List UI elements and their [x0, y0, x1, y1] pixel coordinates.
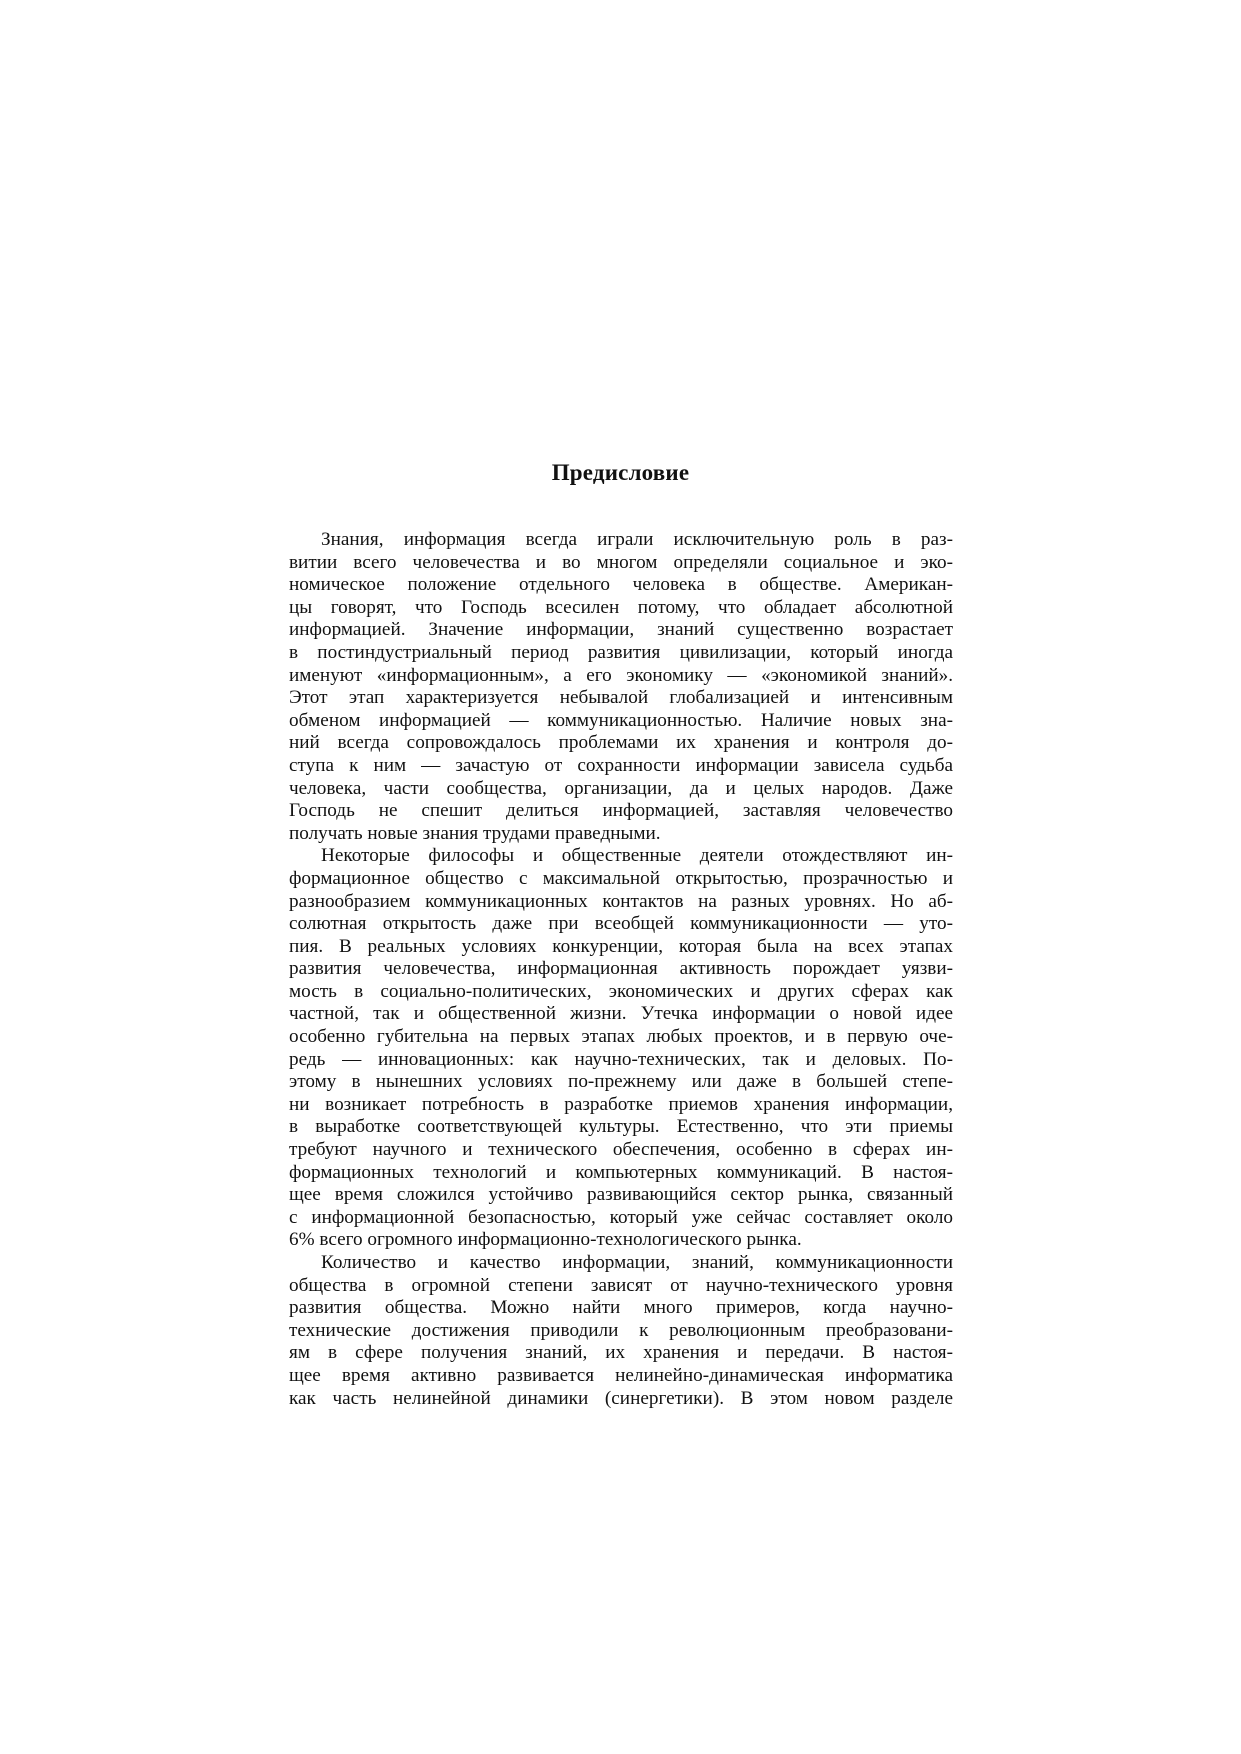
text-line: Знания, информация всегда играли исключительную роль в раз-: [321, 529, 953, 550]
text-line: развития общества. Можно найти много примеров, когда научно-: [289, 1297, 953, 1319]
text-line: в выработке соответствующей культуры. Естественно, что эти приемы: [289, 1116, 953, 1138]
text-line: как часть нелинейной динамики (синергетики). В этом новом разделе: [289, 1387, 953, 1409]
text-line: ступа к ним — зачастую от сохранности информации зависела судьба: [289, 754, 953, 776]
text-line: человека, части сообщества, организации, да и целых народов. Даже: [289, 777, 953, 799]
text-line: ям в сфере получения знаний, их хранения и передачи. В настоя-: [289, 1342, 953, 1364]
text-line: формационных технологий и компьютерных коммуникаций. В настоя-: [289, 1161, 953, 1183]
text-line: цы говорят, что Господь всесилен потому, что обладает абсолютной: [289, 596, 953, 618]
text-line: формационное общество с максимальной открытостью, прозрачностью и: [289, 867, 953, 889]
text-line: частной, так и общественной жизни. Утечка информации о новой идее: [289, 1003, 953, 1025]
text-line: Количество и качество информации, знаний, коммуникационности: [321, 1252, 953, 1273]
text-line: этому в нынешних условиях по-прежнему или даже в большей степе-: [289, 1071, 953, 1093]
body-text: [289, 529, 953, 1410]
text-line: витии всего человечества и во многом определяли социальное и эко-: [289, 551, 953, 573]
text-line: особенно губительна на первых этапах любых проектов, и в первую оче-: [289, 1026, 953, 1048]
text-line: разнообразием коммуникационных контактов на разных уровнях. Но аб-: [289, 890, 953, 912]
page-title: Предисловие: [551, 460, 690, 485]
text-line: технические достижения приводили к революционным преобразовани-: [289, 1319, 953, 1341]
text-line: получать новые знания трудами праведными.: [289, 822, 661, 844]
text-line: солютная открытость даже при всеобщей коммуникационности — уто-: [289, 913, 953, 935]
text-line: мость в социально-политических, экономических и других сферах как: [289, 980, 953, 1002]
text-line: ни возникает потребность в разработке приемов хранения информации,: [289, 1093, 953, 1115]
text-line: редь — инновационных: как научно-технических, так и деловых. По-: [289, 1048, 953, 1070]
text-line: именуют «информационным», а его экономику — «экономикой знаний».: [289, 664, 953, 686]
text-line: ний всегда сопровождалось проблемами их хранения и контроля до-: [289, 732, 953, 754]
text-line: 6% всего огромного информационно-технологического рынка.: [289, 1229, 802, 1251]
text-line: щее время сложился устойчиво развивающийся сектор рынка, связанный: [289, 1184, 953, 1206]
text-line: с информационной безопасностью, который уже сейчас составляет около: [289, 1206, 953, 1228]
text-line: щее время активно развивается нелинейно-динамическая информатика: [289, 1364, 953, 1386]
text-line: общества в огромной степени зависят от научно-технического уровня: [289, 1274, 953, 1296]
text-line: номическое положение отдельного человека в обществе. Американ-: [289, 574, 953, 596]
text-line: Этот этап характеризуется небывалой глобализацией и интенсивным: [289, 687, 953, 709]
text-line: Господь не спешит делиться информацией, заставляя человечество: [289, 800, 953, 822]
text-line: в постиндустриальный период развития цивилизации, который иногда: [289, 641, 953, 663]
text-line: развития человечества, информационная активность порождает уязви-: [289, 958, 953, 980]
text-line: Некоторые философы и общественные деятели отождествляют ин-: [321, 845, 953, 867]
text-line: обменом информацией — коммуникационностью. Наличие новых зна-: [289, 709, 953, 731]
text-line: пия. В реальных условиях конкуренции, которая была на всех этапах: [289, 935, 953, 957]
text-line: требуют научного и технического обеспечения, особенно в сферах ин-: [289, 1139, 953, 1161]
text-line: информацией. Значение информации, знаний существенно возрастает: [289, 619, 953, 641]
